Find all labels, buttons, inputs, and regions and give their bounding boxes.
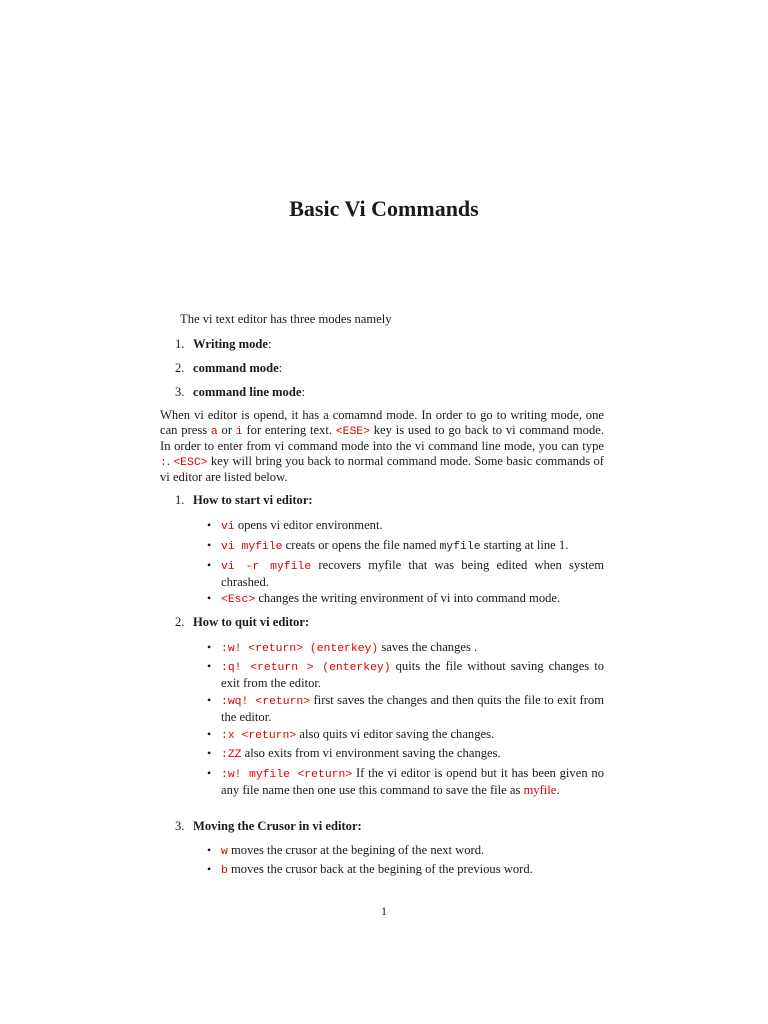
list-item: • :w! <return> (enterkey) saves the changes . bbox=[207, 640, 478, 655]
list-item: • :w! myfile <return> If the vi editor is opend but it has been given no any file name then one use this command to save the file as myfile. bbox=[207, 766, 604, 797]
page-number: 1 bbox=[381, 904, 387, 918]
list-item: • :wq! <return> first saves the changes and then quits the file to exit from the editor. bbox=[207, 693, 604, 724]
section-heading-start: 1. How to start vi editor: bbox=[175, 493, 313, 507]
bullet-icon: • bbox=[207, 746, 212, 760]
intro-text: The vi text editor has three modes namely bbox=[180, 312, 392, 326]
bullet-icon: • bbox=[207, 591, 212, 605]
list-item: • w moves the crusor at the begining of the next word. bbox=[207, 843, 485, 858]
list-item: • vi myfile creats or opens the file named myfile starting at line 1. bbox=[207, 538, 569, 553]
list-item: • <Esc> changes the writing environment of vi into command mode. bbox=[207, 591, 561, 606]
bullet-icon: • bbox=[207, 538, 212, 552]
list-item: • vi opens vi editor environment. bbox=[207, 518, 383, 533]
mode-item: 2. command mode: bbox=[175, 361, 283, 375]
page-title: Basic Vi Commands bbox=[289, 196, 479, 221]
bullet-icon: • bbox=[207, 640, 212, 654]
bullet-icon: • bbox=[207, 843, 212, 857]
list-item: • :x <return> also quits vi editor saving the changes. bbox=[207, 727, 495, 742]
bullet-icon: • bbox=[207, 862, 212, 876]
list-item: • :q! <return > (enterkey) quits the file without saving changes to exit from the editor. bbox=[207, 659, 604, 690]
bullet-icon: • bbox=[207, 727, 212, 741]
mode-item: 1. Writing mode: bbox=[175, 337, 272, 351]
list-item: • :ZZ also exits from vi environment saving the changes. bbox=[207, 746, 501, 761]
bullet-icon: • bbox=[207, 766, 212, 780]
modes-list bbox=[175, 336, 305, 408]
section-heading-cursor: 3. Moving the Crusor in vi editor: bbox=[175, 819, 362, 833]
bullet-icon: • bbox=[207, 558, 212, 572]
bullet-icon: • bbox=[207, 518, 212, 532]
mode-description-paragraph: When vi editor is opend, it has a comamnd mode. In order to go to writing mode, one can press a or i for entering text. <ESE> key is used to go back to vi command mode. In order to enter from vi command mode into the vi command line mode, you can type :. <ESC> key will bring you back to normal command mode. Some basic commands of vi editor are listed below. bbox=[160, 408, 604, 485]
bullet-icon: • bbox=[207, 693, 212, 707]
list-item: • b moves the crusor back at the begining of the previous word. bbox=[207, 862, 533, 877]
mode-item: 3. command line mode: bbox=[175, 385, 305, 399]
section-heading-quit: 2. How to quit vi editor: bbox=[175, 615, 310, 629]
list-item: • vi -r myfile recovers myfile that was being edited when system chrashed. bbox=[207, 558, 604, 589]
bullet-icon: • bbox=[207, 659, 212, 673]
